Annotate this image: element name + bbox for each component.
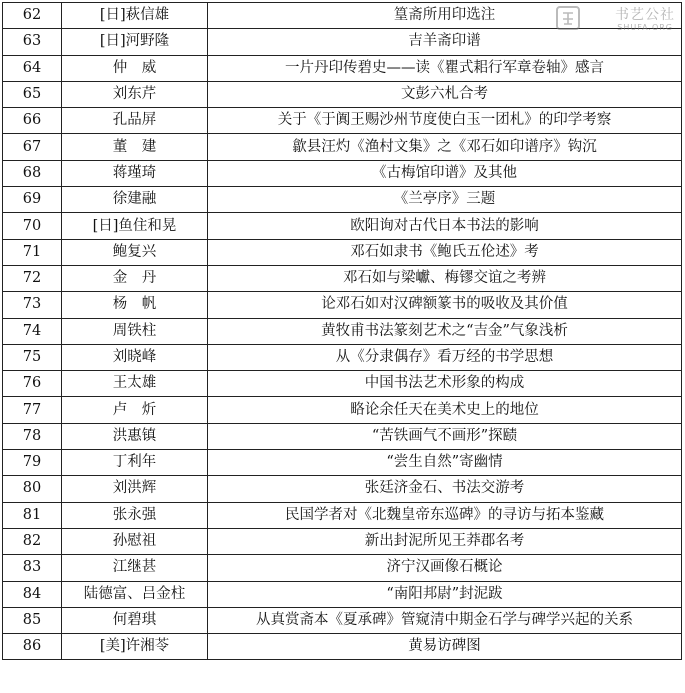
- author-cell: 蒋瑾琦: [62, 160, 208, 186]
- table-row: [3, 265, 682, 291]
- row-number: 69: [3, 187, 62, 213]
- author-cell: 陆德富、吕金柱: [62, 581, 208, 607]
- author-cell: 刘洪辉: [62, 476, 208, 502]
- paper-title-cell: 一片丹印传碧史——读《瞿式耜行军章卷轴》感言: [208, 55, 682, 81]
- row-number: 76: [3, 371, 62, 397]
- paper-title-cell: 《兰亭序》三题: [208, 187, 682, 213]
- table-row: [3, 607, 682, 633]
- paper-title-cell: 济宁汉画像石概论: [208, 555, 682, 581]
- author-cell: 金 丹: [62, 265, 208, 291]
- row-number: 68: [3, 160, 62, 186]
- paper-title-cell: 略论余任天在美术史上的地位: [208, 397, 682, 423]
- paper-title-cell: 黄牧甫书法篆刻艺术之“吉金”气象浅析: [208, 318, 682, 344]
- table-row: [3, 55, 682, 81]
- row-number: 79: [3, 450, 62, 476]
- paper-title-cell: 邓石如与梁巘、梅镠交谊之考辨: [208, 265, 682, 291]
- author-cell: 孙慰祖: [62, 528, 208, 554]
- table-row: [3, 187, 682, 213]
- author-cell: 刘东芹: [62, 81, 208, 107]
- author-cell: 张永强: [62, 502, 208, 528]
- paper-title-cell: 论邓石如对汉碑额篆书的吸收及其价值: [208, 292, 682, 318]
- author-cell: 刘晓峰: [62, 344, 208, 370]
- table-row: [3, 108, 682, 134]
- table-row: [3, 318, 682, 344]
- author-cell: 王太雄: [62, 371, 208, 397]
- table-row: [3, 134, 682, 160]
- table-row: [3, 81, 682, 107]
- paper-title-cell: 《古梅馆印谱》及其他: [208, 160, 682, 186]
- author-cell: 丁利年: [62, 450, 208, 476]
- author-cell: 卢 炘: [62, 397, 208, 423]
- paper-title-cell: 中国书法艺术形象的构成: [208, 371, 682, 397]
- row-number: 73: [3, 292, 62, 318]
- author-cell: 孔品屏: [62, 108, 208, 134]
- table-row: [3, 555, 682, 581]
- table-row: [3, 476, 682, 502]
- row-number: 80: [3, 476, 62, 502]
- row-number: 67: [3, 134, 62, 160]
- paper-list-body: [3, 3, 682, 660]
- row-number: 71: [3, 239, 62, 265]
- table-row: [3, 450, 682, 476]
- author-cell: 洪惠镇: [62, 423, 208, 449]
- author-cell: [日]河野隆: [62, 29, 208, 55]
- paper-title-cell: “苦铁画气不画形”探赜: [208, 423, 682, 449]
- row-number: 75: [3, 344, 62, 370]
- author-cell: 鲍复兴: [62, 239, 208, 265]
- row-number: 78: [3, 423, 62, 449]
- paper-title-cell: 民国学者对《北魏皇帝东巡碑》的寻访与拓本鉴藏: [208, 502, 682, 528]
- author-cell: 董 建: [62, 134, 208, 160]
- row-number: 81: [3, 502, 62, 528]
- paper-title-cell: 张廷济金石、书法交游考: [208, 476, 682, 502]
- row-number: 72: [3, 265, 62, 291]
- paper-title-cell: 关于《于阗王赐沙州节度使白玉一团札》的印学考察: [208, 108, 682, 134]
- watermark-text: 书艺公社: [615, 7, 675, 23]
- author-cell: 仲 威: [62, 55, 208, 81]
- paper-title-cell: 吉羊斋印谱: [208, 29, 682, 55]
- author-cell: 江继甚: [62, 555, 208, 581]
- paper-list-table: [2, 2, 682, 660]
- paper-title-cell: 篁斋所用印选注: [208, 3, 682, 29]
- row-number: 65: [3, 81, 62, 107]
- paper-title-cell: 欧阳询对古代日本书法的影响: [208, 213, 682, 239]
- author-cell: 周铁柱: [62, 318, 208, 344]
- author-cell: [日]鱼住和晃: [62, 213, 208, 239]
- row-number: 83: [3, 555, 62, 581]
- row-number: 84: [3, 581, 62, 607]
- author-cell: 杨 帆: [62, 292, 208, 318]
- table-row: [3, 213, 682, 239]
- table-row: [3, 502, 682, 528]
- table-row: [3, 239, 682, 265]
- row-number: 64: [3, 55, 62, 81]
- paper-title-cell: 黄易访碑图: [208, 634, 682, 660]
- paper-title-cell: “南阳邦尉”封泥跋: [208, 581, 682, 607]
- table-row: [3, 3, 682, 29]
- paper-title-cell: 文彭六札合考: [208, 81, 682, 107]
- paper-title-cell: 从《分隶偶存》看万经的书学思想: [208, 344, 682, 370]
- row-number: 82: [3, 528, 62, 554]
- paper-title-cell: 邓石如隶书《鲍氏五伦述》考: [208, 239, 682, 265]
- row-number: 77: [3, 397, 62, 423]
- row-number: 70: [3, 213, 62, 239]
- paper-title-cell: “尝生自然”寄幽情: [208, 450, 682, 476]
- table-row: [3, 397, 682, 423]
- row-number: 62: [3, 3, 62, 29]
- author-cell: [日]萩信雄: [62, 3, 208, 29]
- author-cell: 何碧琪: [62, 607, 208, 633]
- table-row: [3, 160, 682, 186]
- table-row: [3, 581, 682, 607]
- paper-title-cell: 从真赏斋本《夏承碑》管窥清中期金石学与碑学兴起的关系: [208, 607, 682, 633]
- row-number: 86: [3, 634, 62, 660]
- table-row: [3, 423, 682, 449]
- author-cell: [美]许湘苓: [62, 634, 208, 660]
- table-row: [3, 528, 682, 554]
- table-row: [3, 29, 682, 55]
- row-number: 63: [3, 29, 62, 55]
- row-number: 66: [3, 108, 62, 134]
- table-row: [3, 634, 682, 660]
- table-row: [3, 292, 682, 318]
- row-number: 85: [3, 607, 62, 633]
- row-number: 74: [3, 318, 62, 344]
- paper-title-cell: 歙县汪灼《渔村文集》之《邓石如印谱序》钩沉: [208, 134, 682, 160]
- watermark-url: SHUFA.ORG: [617, 23, 673, 32]
- table-row: [3, 371, 682, 397]
- table-row: [3, 344, 682, 370]
- author-cell: 徐建融: [62, 187, 208, 213]
- paper-title-cell: 新出封泥所见王莽郡名考: [208, 528, 682, 554]
